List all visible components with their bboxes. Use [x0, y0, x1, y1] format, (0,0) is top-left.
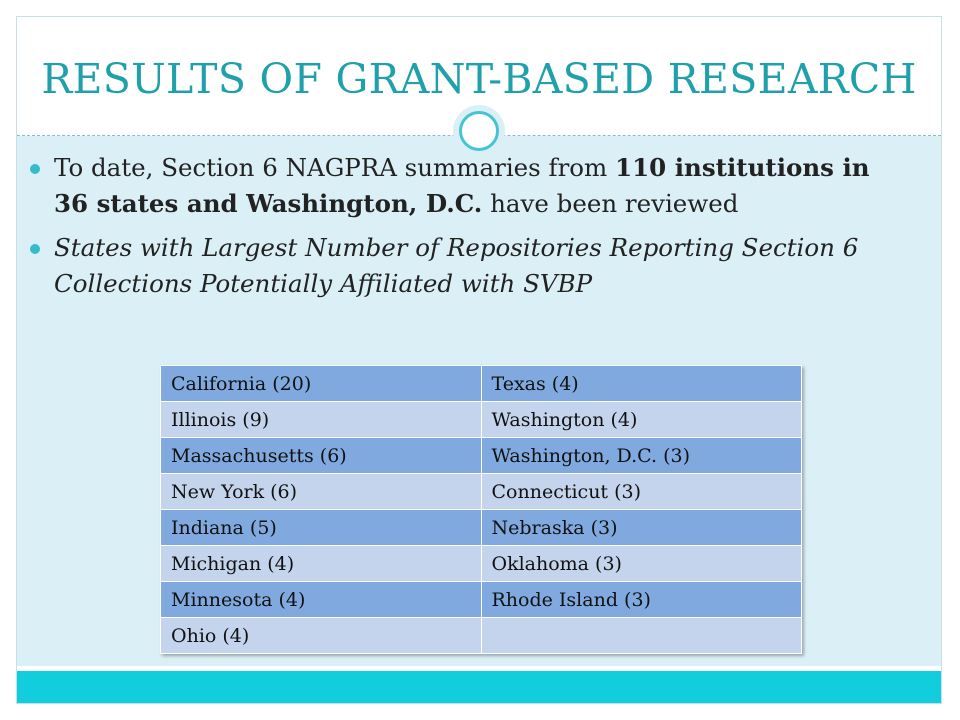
- table-cell: Connecticut (3): [481, 474, 802, 510]
- table-cell: California (20): [161, 366, 482, 402]
- bullet-dot-icon: [30, 244, 40, 254]
- bullet-text-italic: States with Largest Number of Repositories Reporting Section 6 Collections Potentially Affiliated with SVBP: [54, 233, 859, 298]
- table-cell: Michigan (4): [161, 546, 482, 582]
- bullet-text-bold: 110 institutions in 36 states and Washington, D.C.: [54, 153, 870, 218]
- slide-title: RESULTS OF GRANT-BASED RESEARCH: [41, 55, 917, 103]
- table-cell: Washington, D.C. (3): [481, 438, 802, 474]
- table-cell: Washington (4): [481, 402, 802, 438]
- table-row: [161, 510, 802, 546]
- bullet-text-tail: have been reviewed: [482, 189, 739, 218]
- table-row: [161, 366, 802, 402]
- table-cell: [481, 618, 802, 654]
- bullet-item-states: [30, 230, 890, 302]
- circle-ornament-icon: [459, 111, 499, 151]
- table-cell: New York (6): [161, 474, 482, 510]
- table-cell: Nebraska (3): [481, 510, 802, 546]
- bottom-band: [17, 671, 941, 703]
- table-cell: Illinois (9): [161, 402, 482, 438]
- table-cell: Minnesota (4): [161, 582, 482, 618]
- table-row: [161, 438, 802, 474]
- table-row: [161, 582, 802, 618]
- table-cell: Indiana (5): [161, 510, 482, 546]
- bullet-text-lead: To date, Section 6 NAGPRA summaries from: [54, 153, 616, 182]
- table-row: [161, 618, 802, 654]
- bullet-dot-icon: [30, 164, 40, 174]
- table-cell: Massachusetts (6): [161, 438, 482, 474]
- table-cell: Texas (4): [481, 366, 802, 402]
- table-cell: Rhode Island (3): [481, 582, 802, 618]
- table-row: [161, 402, 802, 438]
- states-table: [160, 365, 802, 654]
- table-row: [161, 474, 802, 510]
- bullet-list: [30, 150, 890, 310]
- table-cell: Oklahoma (3): [481, 546, 802, 582]
- bullet-item-summary: [30, 150, 890, 222]
- table-row: [161, 546, 802, 582]
- table-cell: Ohio (4): [161, 618, 482, 654]
